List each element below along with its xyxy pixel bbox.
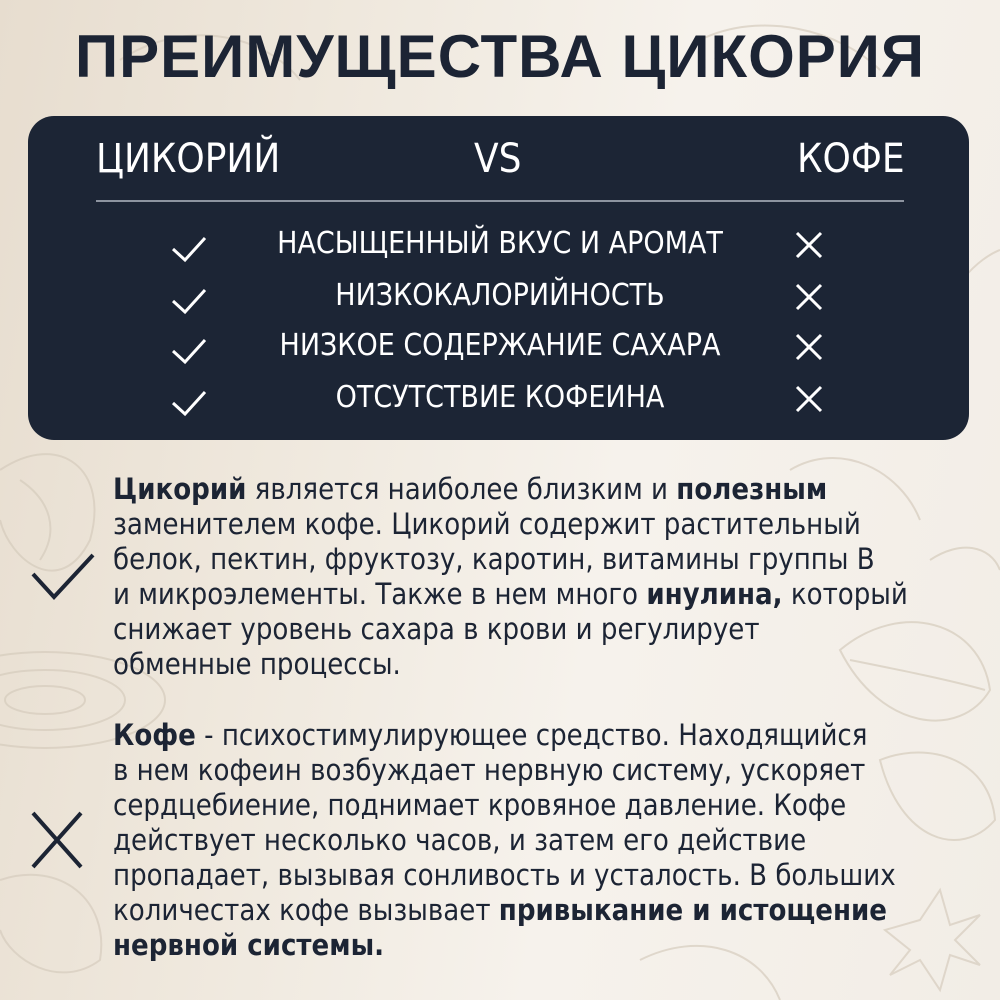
comparison-row-label: НАСЫЩЕННЫЙ ВКУС И АРОМАТ bbox=[277, 226, 723, 261]
chicory-column-header: ЦИКОРИЙ bbox=[96, 136, 281, 182]
comparison-row-label: ОТСУТСТВИЕ КОФЕИНА bbox=[335, 380, 665, 415]
page-title: ПРЕИМУЩЕСТВА ЦИКОРИЯ bbox=[74, 23, 926, 90]
nervous-system-phrase: нервной системы. bbox=[113, 928, 385, 962]
text-span: который bbox=[782, 577, 908, 611]
check-icon bbox=[170, 383, 208, 421]
text-line: белок, пектин, фруктозу, каротин, витамины группы В bbox=[113, 542, 875, 576]
text-span: является наиболее близким и bbox=[246, 472, 677, 506]
check-icon bbox=[170, 281, 208, 319]
cross-icon bbox=[794, 282, 824, 312]
text-line: сердцебиение, поднимает кровяное давление. Кофе bbox=[113, 788, 847, 822]
text-span: - психостимулирующее средство. Находящийся bbox=[195, 718, 868, 752]
chicory-word: Цикорий bbox=[113, 472, 247, 506]
comparison-row bbox=[0, 222, 1000, 274]
coffee-column-header: КОФЕ bbox=[797, 136, 905, 182]
comparison-row bbox=[0, 376, 1000, 428]
header-divider bbox=[96, 200, 904, 202]
cross-icon bbox=[794, 230, 824, 260]
text-line: обменные процессы. bbox=[113, 647, 401, 681]
comparison-row bbox=[0, 274, 1000, 326]
text-line: действует несколько часов, и затем его действие bbox=[113, 823, 807, 857]
cross-icon bbox=[794, 332, 824, 362]
text-line: снижает уровень сахара в крови и регулирует bbox=[113, 612, 760, 646]
text-line: в нем кофеин возбуждает нервную систему, ускоряет bbox=[113, 753, 866, 787]
check-icon bbox=[170, 331, 208, 369]
useful-word: полезным bbox=[676, 472, 828, 506]
text-line: пропадает, вызывая сонливость и усталость. В больших bbox=[113, 858, 896, 892]
comparison-row bbox=[0, 324, 1000, 376]
comparison-row-label: НИЗКОКАЛОРИЙНОСТЬ bbox=[335, 278, 665, 313]
inulin-word: инулина, bbox=[646, 577, 783, 611]
addiction-phrase: привыкание и истощение bbox=[498, 893, 887, 927]
text-line: заменителем кофе. Цикорий содержит растительный bbox=[113, 507, 861, 541]
coffee-description bbox=[113, 718, 983, 963]
cross-icon bbox=[794, 384, 824, 414]
text-span: количестах кофе вызывает bbox=[113, 893, 499, 927]
coffee-word: Кофе bbox=[113, 718, 196, 752]
check-icon bbox=[170, 229, 208, 267]
chicory-description bbox=[113, 472, 983, 682]
check-icon bbox=[30, 552, 96, 602]
comparison-row-label: НИЗКОЕ СОДЕРЖАНИЕ САХАРА bbox=[279, 328, 721, 363]
vs-label: VS bbox=[474, 136, 522, 182]
text-span: и микроэлементы. Также в нем много bbox=[113, 577, 647, 611]
cross-icon bbox=[30, 810, 84, 870]
